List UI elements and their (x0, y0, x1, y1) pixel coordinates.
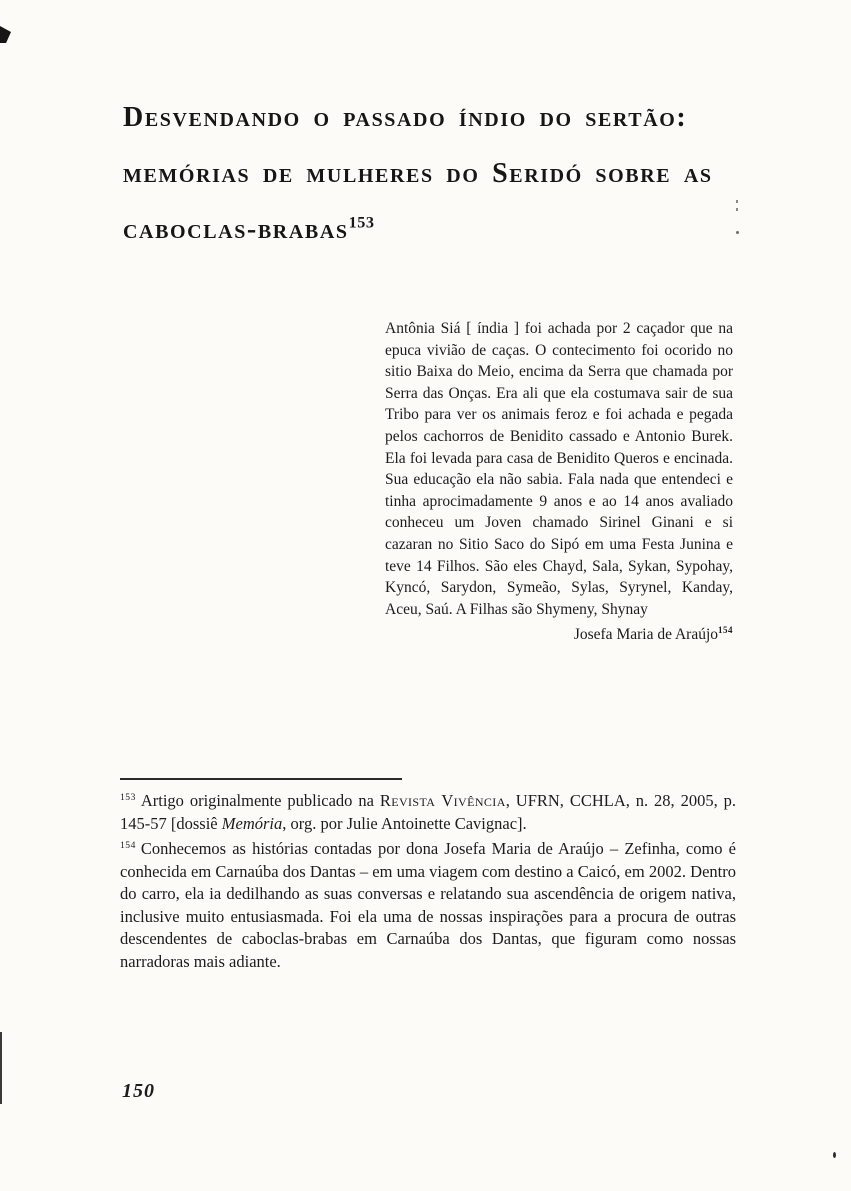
footnotes-section (120, 778, 736, 976)
quote-attribution (385, 624, 733, 645)
footnote-153-text-1: Artigo originalmente publicado na (140, 791, 380, 810)
title-line-1-text: Desvendando o passado índio do sertão: (123, 102, 688, 133)
footnote-153-text-3: , org. por Julie Antoinette Cavignac]. (282, 813, 527, 833)
footnote-153-text-2: , UFRN, CCHLA, n. 28, 2005, p. 145-57 [dossiê (120, 791, 736, 833)
footnote-154-text: Conhecemos as histórias contadas por dona Josefa Maria de Araújo – Zefinha, como é conhecida em Carnaúba dos Dantas – em uma viagem com destino a Caicó, em 2002. Dentro do carro, ela ia dedilhando as suas conversas e relatando sua ascendência de origem nativa, inclusive muito entusiasmada. Foi ela uma de nossas inspirações para a procura de outras descendentes de caboclas-brabas em Carnaúba dos Dantas, que figuram como nossas narradoras mais adiante. (120, 839, 736, 971)
footnote-153-ref: 153 (120, 791, 136, 803)
title-line-2-text: memórias de mulheres do Seridó sobre as (123, 158, 713, 189)
scan-artifact-bottom-right (833, 1152, 836, 1158)
scan-artifact-top-left (0, 26, 11, 43)
scan-artifact-left-edge (0, 1032, 2, 1104)
title-line-3-text: caboclas-brabas (123, 214, 349, 245)
footnote-154-ref: 154 (120, 839, 136, 851)
epigraph-quote (385, 318, 733, 645)
title-footnote-ref: 153 (348, 213, 375, 232)
title-line-3 (123, 202, 763, 258)
footnote-153-work-title: Memória (221, 813, 283, 833)
attribution-name: Josefa Maria de Araújo (573, 626, 719, 644)
title-line-2 (123, 146, 763, 202)
chapter-title (123, 90, 763, 258)
footnote-154 (120, 838, 736, 973)
footnote-separator-rule (120, 778, 402, 780)
epigraph-text: Antônia Siá [ índia ] foi achada por 2 caçador que na epuca vivião de caças. O contecimento foi ocorido no sitio Baixa do Meio, encima da Serra que chamada por Serra das Onças. Era ali que ela costumava sair de sua Tribo para ver os animais feroz e foi achada e pegada pelos cachorros de Benidito cassado e Antonio Burek. Ela foi levada para casa de Benidito Queros e encinada. Sua educação ela não sabia. Fala nada que entendeci e tinha aprocimadamente 9 anos e ao 14 anos avaliado conheceu um Joven chamado Sirinel Ginani e si cazaran no Sitio Saco do Sipó em uma Festa Junina e teve 14 Filhos. São eles Chayd, Sala, Sykan, Sypohay, Kyncó, Sarydon, Symeão, Sylas, Syrynel, Kanday, Aceu, Saú. A Filhas são Shymeny, Shynay (385, 320, 733, 618)
page-number: 150 (122, 1080, 155, 1102)
scan-artifact-dot-mark (736, 231, 739, 234)
footnote-153 (120, 790, 736, 835)
title-line-1 (123, 90, 763, 146)
attribution-footnote-ref: 154 (718, 625, 733, 636)
scan-artifact-colon-mark (736, 200, 738, 203)
footnote-153-journal-name: Revista Vivência (379, 791, 506, 810)
